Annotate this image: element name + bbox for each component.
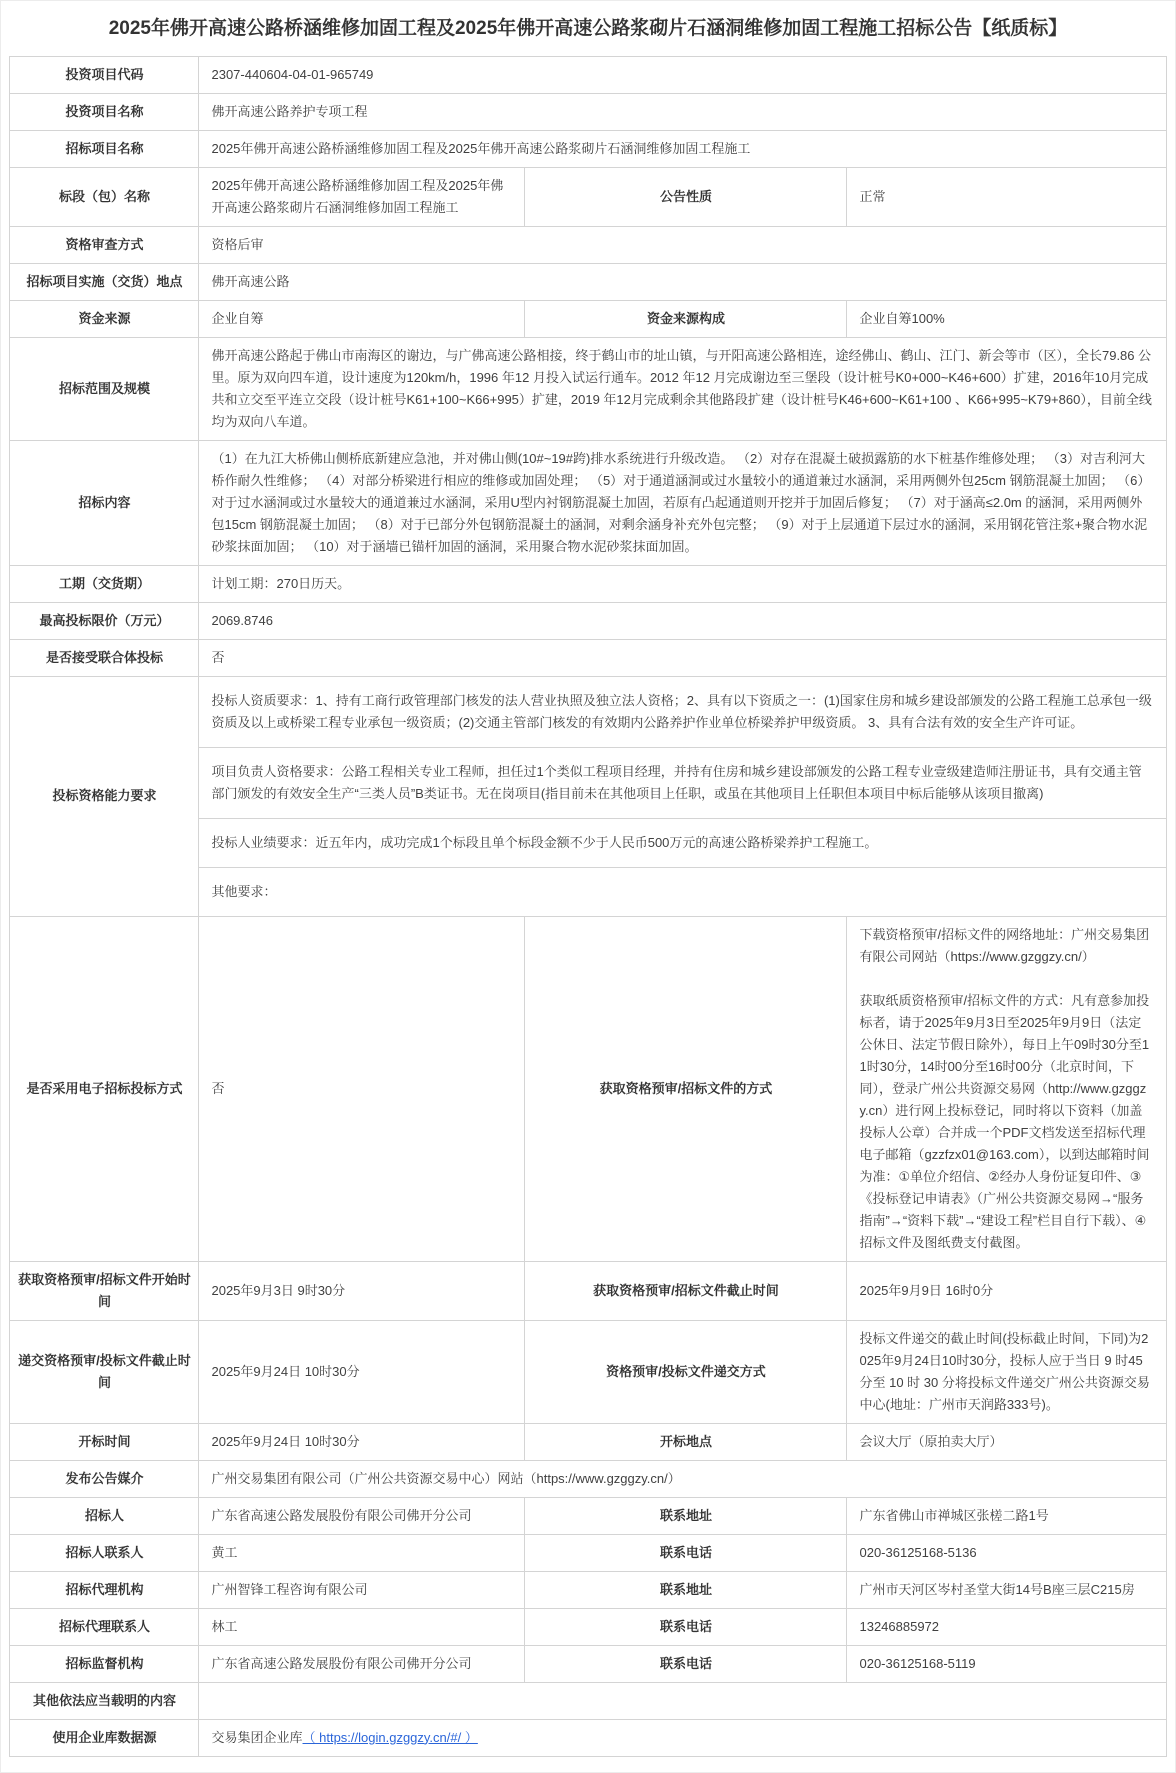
row-value: 广东省高速公路发展股份有限公司佛开分公司 [199,1497,525,1534]
table-row [10,226,1166,263]
table-row-qualification [10,676,1166,916]
table-row [10,337,1166,440]
method-paragraph: 获取纸质资格预审/招标文件的方式：凡有意参加投标者，请于2025年9月3日至2025年9月9日（法定公休日、法定节假日除外），每日上午09时30分至11时30分，14时00分至16时00分（北京时间，下同），登录广州公共资源交易网（http://www.gzggzy.cn）进行网上投标登记，同时将以下资料（加盖投标人公章）合并成一个PDF文档发送至招标代理电子邮箱（gzzfzx01@163.com），以到达邮箱时间为准：①单位介绍信、②经办人身份证复印件、③《投标登记申请表》（广州公共资源交易网→“服务指南”→“资料下载”→“建设工程”栏目自行下载）、④招标文件及图纸费支付截图。 [859,992,1150,1250]
enterprise-db-cell [199,1719,1166,1756]
qualification-paragraph: 投标人业绩要求：近五年内，成功完成1个标段且单个标段金额不少于人民币500万元的高速公路桥梁养护工程施工。 [199,818,1165,867]
row-value: 020-36125168-5119 [847,1645,1166,1682]
row-value: 020-36125168-5136 [847,1534,1166,1571]
row-value: 林工 [199,1608,525,1645]
table-row [10,1608,1166,1645]
row-label: 获取资格预审/招标文件的方式 [525,916,847,1261]
row-label: 获取资格预审/招标文件截止时间 [525,1261,847,1320]
table-row [10,565,1166,602]
table-row [10,1645,1166,1682]
row-label: 招标监督机构 [10,1645,199,1682]
row-value: 2025年佛开高速公路桥涵维修加固工程及2025年佛开高速公路浆砌片石涵洞维修加固工程施工 [199,130,1166,167]
row-label: 获取资格预审/招标文件开始时间 [10,1261,199,1320]
row-label: 投资项目名称 [10,93,199,130]
row-label: 开标时间 [10,1423,199,1460]
row-label: 最高投标限价（万元） [10,602,199,639]
row-label: 招标项目实施（交货）地点 [10,263,199,300]
row-value: 广州市天河区岑村圣堂大街14号B座三层C215房 [847,1571,1166,1608]
table-row [10,1534,1166,1571]
row-value: 黄工 [199,1534,525,1571]
row-label: 资格审查方式 [10,226,199,263]
row-label: 招标范围及规模 [10,337,199,440]
row-label: 招标人联系人 [10,1534,199,1571]
row-label: 是否接受联合体投标 [10,639,199,676]
row-value: 会议大厅（原拍卖大厅） [847,1423,1166,1460]
row-value: 资格后审 [199,226,1166,263]
row-value: 投标文件递交的截止时间(投标截止时间，下同)为2025年9月24日10时30分，投标人应于当日 9 时45 分至 10 时 30 分将投标文件递交广州公共资源交易中心(地址：广州市天润路333号)。 [847,1320,1166,1423]
row-value: 2069.8746 [199,602,1166,639]
row-value: 2025年佛开高速公路桥涵维修加固工程及2025年佛开高速公路浆砌片石涵洞维修加固工程施工 [199,167,525,226]
table-row [10,300,1166,337]
table-row [10,639,1166,676]
table-row [10,1497,1166,1534]
row-value: 2025年9月3日 9时30分 [199,1261,525,1320]
enterprise-db-link[interactable]: （ https://login.gzggzy.cn/#/ ） [302,1729,478,1745]
row-value: 2025年9月24日 10时30分 [199,1423,525,1460]
table-row [10,93,1166,130]
row-value: 企业自筹100% [847,300,1166,337]
table-row [10,130,1166,167]
qualification-paragraph: 其他要求： [199,867,1165,916]
table-row [10,263,1166,300]
row-value: 否 [199,639,1166,676]
row-value: 13246885972 [847,1608,1166,1645]
table-row [10,1320,1166,1423]
row-value [199,1682,1166,1719]
row-value: 2307-440604-04-01-965749 [199,56,1166,93]
table-row [10,1460,1166,1497]
row-value: 广东省佛山市禅城区张槎二路1号 [847,1497,1166,1534]
table-row [10,1719,1166,1756]
qualification-paragraph: 项目负责人资格要求：公路工程相关专业工程师，担任过1个类似工程项目经理，并持有住房和城乡建设部颁发的公路工程专业壹级建造师注册证书，具有交通主管部门颁发的有效安全生产“三类人员”B类证书。无在岗项目(指目前未在其他项目上任职，或虽在其他项目上任职但本项目中标后能够从该项目撤离) [199,747,1165,818]
row-label: 投标资格能力要求 [10,676,199,916]
table-row [10,1682,1166,1719]
row-value: 否 [199,916,525,1261]
qualification-paragraph: 投标人资质要求：1、持有工商行政管理部门核发的法人营业执照及独立法人资格；2、具有以下资质之一：(1)国家住房和城乡建设部颁发的公路工程施工总承包一级资质及以上或桥梁工程专业承包一级资质；(2)交通主管部门核发的有效期内公路养护作业单位桥梁养护甲级资质。 3、具有合法有效的安全生产许可证。 [211,692,1152,730]
row-label: 招标人 [10,1497,199,1534]
row-value: 佛开高速公路 [199,263,1166,300]
method-paragraph: 下载资格预审/招标文件的网络地址：广州交易集团有限公司网站（https://www.gzggzy.cn/） [859,926,1150,964]
row-value: 佛开高速公路养护专项工程 [199,93,1166,130]
table-row [10,440,1166,565]
row-label: 标段（包）名称 [10,167,199,226]
row-label: 发布公告媒介 [10,1460,199,1497]
enterprise-db-label: 交易集团企业库 [211,1729,303,1745]
tender-info-table [9,56,1166,1757]
qualification-requirements-cell [199,676,1166,916]
document-obtain-method-cell [847,916,1166,1261]
row-label: 招标项目名称 [10,130,199,167]
table-row [10,167,1166,226]
row-label: 资格预审/投标文件递交方式 [525,1320,847,1423]
row-label: 使用企业库数据源 [10,1719,199,1756]
row-value: 2025年9月24日 10时30分 [199,1320,525,1423]
row-value: 计划工期：270日历天。 [199,565,1166,602]
row-label: 递交资格预审/投标文件截止时间 [10,1320,199,1423]
row-value: （1）在九江大桥佛山侧桥底新建应急池，并对佛山侧(10#~19#跨)排水系统进行升级改造。 （2）对存在混凝土破损露筋的水下桩基作维修处理； （3）对吉利河大桥作耐久性维修； （4）对部分桥梁进行相应的维修或加固处理； （5）对于通道涵洞或过水量较小的通道兼过水涵洞，采用两侧外包25cm 钢筋混凝土加固； （6）对于过水涵洞或过水量较大的通道兼过水涵洞，采用U型内衬钢筋混凝土加固，若原有凸起通道则开挖并于加固后修复； （7）对于涵高≤2.0m 的涵洞，采用两侧外包15cm 钢筋混凝土加固； （8）对于已部分外包钢筋混凝土的涵洞，对剩余涵身补充外包完整； （9）对于上层通道下层过水的涵洞，采用钢花管注浆+聚合物水泥砂浆抹面加固； （10）对于涵墙已锚杆加固的涵洞，采用聚合物水泥砂浆抹面加固。 [199,440,1166,565]
row-label: 联系地址 [525,1571,847,1608]
row-label: 联系电话 [525,1534,847,1571]
row-value: 广州交易集团有限公司（广州公共资源交易中心）网站（https://www.gzggzy.cn/） [199,1460,1166,1497]
table-row [10,56,1166,93]
row-label: 是否采用电子招标投标方式 [10,916,199,1261]
row-value: 企业自筹 [199,300,525,337]
table-row [10,602,1166,639]
row-label: 招标代理机构 [10,1571,199,1608]
row-value: 2025年9月9日 16时0分 [847,1261,1166,1320]
page-title: 2025年佛开高速公路桥涵维修加固工程及2025年佛开高速公路浆砌片石涵洞维修加固工程施工招标公告【纸质标】 [108,18,1068,39]
row-value: 广东省高速公路发展股份有限公司佛开分公司 [199,1645,525,1682]
row-label: 招标代理联系人 [10,1608,199,1645]
row-value: 正常 [847,167,1166,226]
row-label: 联系电话 [525,1608,847,1645]
row-label: 联系地址 [525,1497,847,1534]
row-label: 工期（交货期） [10,565,199,602]
row-label: 招标内容 [10,440,199,565]
row-label: 投资项目代码 [10,56,199,93]
row-label: 公告性质 [525,167,847,226]
table-row [10,916,1166,1261]
row-label: 联系电话 [525,1645,847,1682]
table-row [10,1261,1166,1320]
row-value: 广州智锋工程咨询有限公司 [199,1571,525,1608]
table-row [10,1423,1166,1460]
table-row [10,1571,1166,1608]
row-label: 资金来源 [10,300,199,337]
row-value: 佛开高速公路起于佛山市南海区的谢边，与广佛高速公路相接，终于鹤山市的址山镇，与开阳高速公路相连，途经佛山、鹤山、江门、新会等市（区），全长79.86 公里。原为双向四车道，设计速度为120km/h，1996 年12 月投入试运行通车。2012 年12 月完成谢边至三堡段（设计桩号K0+000~K46+600）扩建，2016年10月完成共和立交至平连立交段（设计桩号K61+100~K66+995）扩建，2019 年12月完成剩余其他路段扩建（设计桩号K46+600~K61+100 、K66+995~K79+860），目前全线均为双向八车道。 [199,337,1166,440]
row-label: 资金来源构成 [525,300,847,337]
row-label: 其他依法应当载明的内容 [10,1682,199,1719]
row-label: 开标地点 [525,1423,847,1460]
